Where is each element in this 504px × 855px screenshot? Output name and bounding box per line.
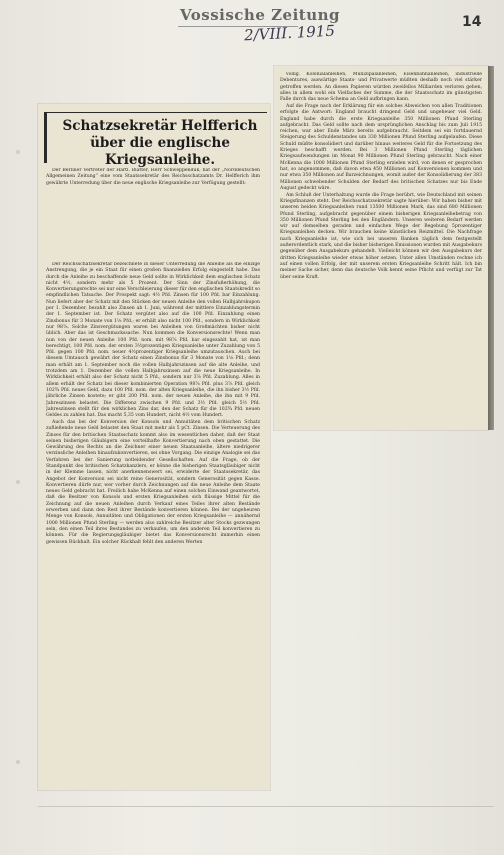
body-paragraph: völlig. Kolonialanleihen, Munizipalanleihen, Eisenbahnanleihen, industrielle Debentures, auswärtige Staats- und Privatwerte müßten deshalb noch viel stärker getroffen werden. An diesen Papieren würden zweifellos Milliarden verloren gehen, alles in allem wohl ein Vielfaches der Summe, die der Staatsschatz im günstigsten Falle durch das neue Schema an Geld aufbringen kann.: [280, 72, 482, 103]
article-intro: [46, 168, 260, 260]
body-paragraph: Der Reichsschatzsekretär bezeichnete in dieser Unterredung die Anleihe als die einzige Anstrengung, die je ein Staat für einen großen finanziellen Erfolg eingestellt habe. Das durch die Anleihe zu beschaffende neue Geld sollte in Wirklichkeit dem englischen Schatz nicht 4½, sondern mehr als 5 Prozent. Der Sinn der Zinsfußerhöhung, die Konvertierungsrechte sei nur eine Verschleierung dieser für den englischen Staatskredit so empfindlichen Tatsache. Der Prospekt sagt: 4½ Pfd. Zinsen für 100 Pfd. bar Einzahlung. Nun liefert aber der Schatz mit den Stücken der neuen Anleihe den vollen Halbjahrskupon per 1. Dezember, bezahlt also Zinsen ab 1. Juni, während der mittlere Einzahlungstermin der 1. September ist. Der Schatz vergütet also auf die 100 Pfd. Einzahlung einen Zinsbonus für 3 Monate von 1⅛ Pfd.; er erhält also nicht 100 Pfd., sondern in Wirklichkeit nur 98⅞. Solche Zinsvergütungen waren bei Anleihen von Großmächten bisher nicht üblich. Aber das ist Geschmackssache. Nun kommen die Konversionsrechte! Wenn man nun von der neuen Anleihe 100 Pfd. nom. mit 98⅞ Pfd. bar eingezahlt hat, ist man berechtigt, 100 Pfd. nom. der ersten 3½prozentigen Kriegsanleihe unter Zuzahlung von 5 Pfd. gegen 100 Pfd. nom. neuer 4½prozentiger Kriegsanleihe umzutauschen. Auch bei diesem Umtausch gewährt der Schatz einen Zinsbonus für 3 Monate von 1⅛ Pfd.; denn man erhält am 1. September noch die vollen Halbjahrszinsen auf die alte Anleihe, und trotzdem am 1. Dezember die vollen Halbjahrszinsen auf die neue Kriegsanleihe. In Wirklichkeit erhält also der Schatz nicht 5 Pfd., sondern nur 3⅞ Pfd. Zuzahlung. Alles in allem erhält der Schatz bei dieser kombinierten Operation 98⅞ Pfd. plus 3⅞ Pfd. gleich 102¾ Pfd. neues Geld, dazu 100 Pfd. nom. der alten Kriegsanleihe, die ihn bisher 3½ Pfd. jährliche Zinsen kostete; er gibt 200 Pfd. nom. der neuen Anleihe, die ihn mit 9 Pfd. Jahreszinsen belastet. Die Differenz zwischen 9 Pfd. und 3½ Pfd. gleich 5½ Pfd. Jahreszinsen stellt für den wirklichen Zins dar, den der Schatz für die 102¾ Pfd. neuen Geldes zu zahlen hat. Das macht 5,35 vom Hundert, nicht 4½ vom Hundert.: [46, 262, 260, 419]
article-body-left: [46, 262, 260, 780]
body-paragraph: Auf die Frage nach der Erklärung für ein solches Abweichen von allen Traditionen erfolgte die Antwort: England braucht dringend Geld und ungeheuer viel Geld. England habe durch die erste Kriegsanleihe 350 Millionen Pfund Sterling aufgebracht. Das Geld sollte nach dem ursprünglichen Anschlag bis zum Juli 1915 reichen, war aber Ende März bereits aufgebraucht. Seitdem sei ein fortdauernd Steigerung des Schuldenstandes um 330 Millionen Pfund Sterling aufgelaufen. Diese Schuld müßte konsolidiert und darüber hinaus weiteres Geld für die Fortsetzung des Krieges beschafft werden. Bei 3 Millionen Pfund Sterling täglichen Kriegsaufwendungen im Monat 90 Millionen Pfund Sterling gebraucht. Nach einer McKenna die 1000 Millionen Pfund Sterling erzielen wird, von denen er gesprochen hat, so angenommen, daß davon etwa 450 Millionen auf Konversionen kommen und nur etwa 350 Millionen auf Barzeichnungen, womit außer der Konsolidierung der 383 Millionen schwebender Schulden der Bedarf des britischen Schatzes nur bis Ende August gedeckt wäre.: [280, 103, 482, 191]
body-paragraph: Auch das bei der Konversion der Konsols und Annuitäten dem britischen Schatz zufließende neue Geld belastet den Staat mit mehr als 5 pCt. Zinsen. Die Verteuerung des Zinses für den britischen Staatsschatz kommt also im wesentlichen daher, daß der Staat seinen bisherigen Gläubigern eine vorteilhafte Konvertierung nach oben gestattet. Die Gewährung des Rechts an die Zeichner einer neuen Staatsanleihe, ältere niedrigerer verzinsliche Anleihen hinaufzukonvertieren, sei ohne Vorgang. Die einzige Analogie sei das Verfahren bei der Sanierung notleidender Gesellschaften. Auf die Frage, ob der Standpunkt des britischen Schatzkanzlers, er könne die bisherigen Staatsgläubiger nicht in der Klemme lassen, nicht anerkennenswert sei, erwiderte der Staatssekretär, das Angebot der Konversion sei nicht reine Generosität, sondern Generosität gegen Kasse. Konvertieren dürfe nur, wer vorher durch Zeichnungen auf die neue Anleihe dem Staate neues Geld gebracht hat. Freilich habe McKenna auf einen solchen Einwand geantwortet, daß die Besitzer von Konsols und ersten Kriegsanleihen sich flüssige Mittel für die Zeichnung auf die neuen Anleihen durch Verkauf eines Teiles ihrer alten Bestände erwerben und dann den Rest ihrer Bestände konvertieren können. Bei der ungeheuren Menge von Konsols, Annuitäten und Obligationen der ersten Kriegsanleihe — annähernd 1000 Millionen Pfund Sterling — werden also zahlreiche Besitzer alter Stocks gezwungen sein, den einen Teil ihres Bestandes zu verkaufen, um den anderen Teil konvertieren zu können. Für die Regierungsgläubiger bietet das Konversionsrecht immerhin einen gewissen Rückhalt. Ein solcher Rückhalt fehlt den anderen Werten: [46, 419, 260, 545]
article-body-right: [280, 72, 482, 422]
clipping-edge-shadow: [488, 66, 494, 430]
newspaper-masthead: Vossische Zeitung: [180, 6, 341, 24]
article-headline: Schatzsekretär Helfferich über die englische Kriegsanleihe.: [62, 118, 258, 168]
page-number: 14: [462, 14, 482, 30]
body-paragraph: Am Schluß der Unterhaltung wurde die Frage berührt, wie Deutschland mit seinen Kriegsfinanzen steht. Der Reichsschatzsekretär sagte hierüber: Wir haben bisher mit unseren beiden Kriegsanleihen rund 13500 Millionen Mark, das sind 680 Millionen Pfund Sterling, aufgebracht gegenüber einem bisherigen Kriegsanleihebetrag von 350 Millionen Pfund Sterling bei den Engländern. Unseren weiteren Bedarf werden wir auf demselben geraden und einfachen Wege der Begebung 5prozentiger Kriegsanleihen decken. Wir brauchen keine künstlichen Reizmittel. Die Nachfrage nach Kriegsanleihe ist, wie sich bei unseren Banken täglich dem festgestellt außerordentlich stark, und die bisher bisherigen Emissionen wurden mit Ausgabekurs gegenüber dem Ausgabekurs gehandelt. Vielleicht können wir den Ausgabekurs der dritten Kriegsanleihe wieder etwas höher setzen. Unter allen Umständen rechne ich auf einen vollen Erfolg, der mit unserem ersten Kriegsanleihe Schritt hält. Ich bin meiner Sache sicher, denn das deutsche Volk kennt seine Pflicht und verfügt zur Tat über seine Kraft.: [280, 192, 482, 280]
punch-hole-mark: [16, 480, 20, 484]
sheet-fold-line: [38, 806, 494, 807]
punch-hole-mark: [16, 150, 20, 154]
handwritten-date: 2/VIII. 1915: [243, 21, 336, 45]
intro-paragraph: Der Berliner Vertreter der Hartl. Blätter, Herr Schweppenduk, hat der „Norddeutschen Allgemeinen Zeitung“ eine vom Staatssekretär des Reichsschatzamts Dr. Helfferich ihm gewährte Unterredung über die neue englische Kriegsanleihe zur Verfügung gestellt:: [46, 168, 260, 186]
punch-hole-mark: [16, 760, 20, 764]
